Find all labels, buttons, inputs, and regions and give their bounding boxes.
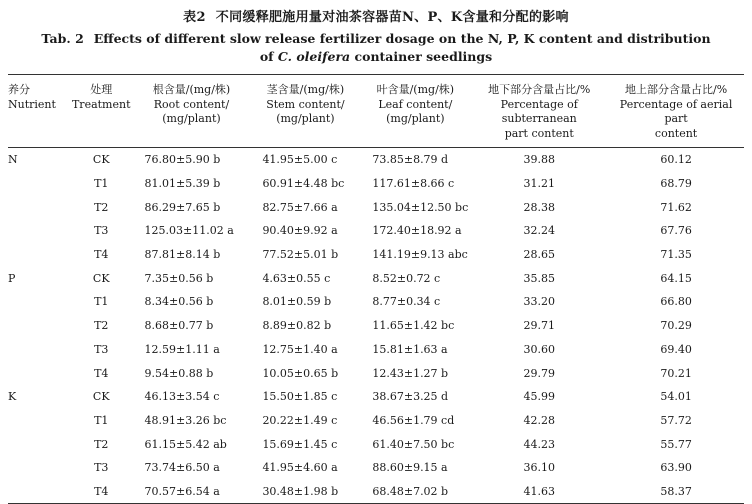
cell-root-text: 86.29±7.65 b (144, 200, 221, 214)
cell-treatment-text: T3 (94, 224, 109, 238)
table-row (8, 385, 744, 409)
cell-nutrient (8, 219, 70, 243)
table-number-cn: 表2 (183, 10, 206, 25)
cell-treatment-text: T2 (94, 437, 109, 451)
cell-root (133, 195, 251, 219)
cell-root-text: 48.91±3.26 bc (144, 413, 227, 427)
cell-leaf-text: 68.48±7.02 b (372, 484, 449, 498)
header-aer-en2: content (654, 126, 698, 140)
cell-aerial (608, 314, 744, 338)
cell-aerial-text: 54.01 (660, 390, 692, 404)
cell-subterranean (470, 290, 608, 314)
cell-stem (250, 409, 360, 433)
cell-stem-text: 15.69±1.45 c (262, 437, 338, 451)
cell-aerial-text: 68.79 (660, 177, 692, 191)
cell-subterranean-text: 32.24 (523, 224, 555, 238)
cell-subterranean (470, 314, 608, 338)
table-row (8, 314, 744, 338)
cell-treatment (70, 243, 133, 267)
header-root-en: Root content/ (153, 97, 230, 111)
cell-root-text: 8.68±0.77 b (144, 319, 214, 333)
cell-leaf-text: 12.43±1.27 b (372, 366, 449, 380)
cell-aerial (608, 385, 744, 409)
cell-aerial (608, 480, 744, 504)
cell-root (133, 219, 251, 243)
cell-stem (250, 243, 360, 267)
cell-subterranean-text: 41.63 (523, 484, 555, 498)
cell-stem-text: 15.50±1.85 c (262, 390, 338, 404)
cell-treatment-text: T2 (94, 200, 109, 214)
table-row (8, 290, 744, 314)
cell-stem-text: 60.91±4.48 bc (262, 177, 345, 191)
header-sub-en1: Percentage of subterranean (500, 97, 578, 125)
cell-treatment-text: CK (92, 153, 110, 167)
table-row (8, 361, 744, 385)
cell-stem (250, 338, 360, 362)
cell-aerial-text: 55.77 (660, 437, 692, 451)
cell-leaf (360, 243, 470, 267)
cell-aerial (608, 266, 744, 290)
cell-root (133, 148, 251, 172)
cell-subterranean (470, 338, 608, 362)
cell-subterranean-text: 30.60 (523, 342, 555, 356)
table-row (8, 456, 744, 480)
cell-leaf-text: 8.77±0.34 c (372, 295, 441, 309)
cell-root (133, 314, 251, 338)
cell-subterranean (470, 456, 608, 480)
cell-subterranean (470, 385, 608, 409)
cell-root (133, 290, 251, 314)
header-leaf-cn: 叶含量/(mg/株) (376, 83, 455, 96)
cell-treatment-text: T2 (94, 319, 109, 333)
cell-leaf (360, 219, 470, 243)
cell-nutrient (8, 432, 70, 456)
cell-aerial (608, 219, 744, 243)
cell-leaf-text: 11.65±1.42 bc (372, 319, 455, 333)
cell-stem-text: 41.95±4.60 a (262, 461, 338, 475)
cell-subterranean-text: 39.88 (523, 153, 555, 167)
cell-treatment (70, 409, 133, 433)
cell-root (133, 432, 251, 456)
cell-stem-text: 82.75±7.66 a (262, 200, 338, 214)
header-nutrient-cn: 养分 (8, 83, 30, 96)
cell-root (133, 338, 251, 362)
header-row (8, 75, 744, 148)
table-row (8, 338, 744, 362)
cell-nutrient-text: P (8, 271, 16, 285)
cell-leaf-text: 61.40±7.50 bc (372, 437, 455, 451)
table-row (8, 480, 744, 504)
cell-leaf (360, 148, 470, 172)
header-nutrient (8, 75, 70, 148)
cell-aerial (608, 172, 744, 196)
cell-stem-text: 41.95±5.00 c (262, 153, 338, 167)
cell-subterranean (470, 243, 608, 267)
cell-subterranean (470, 195, 608, 219)
header-treatment-cn: 处理 (90, 83, 113, 96)
table-row (8, 219, 744, 243)
cell-treatment (70, 456, 133, 480)
cell-root-text: 70.57±6.54 a (144, 484, 220, 498)
cell-aerial (608, 290, 744, 314)
cell-treatment (70, 219, 133, 243)
cell-nutrient-text: N (8, 153, 18, 167)
header-root-cn: 根含量/(mg/株) (152, 83, 231, 96)
cell-aerial (608, 195, 744, 219)
cell-aerial-text: 57.72 (660, 413, 692, 427)
cell-subterranean-text: 44.23 (523, 437, 555, 451)
cell-aerial (608, 409, 744, 433)
cell-subterranean (470, 266, 608, 290)
species-name: C. oleifera (277, 49, 351, 64)
table-row (8, 409, 744, 433)
cell-treatment-text: T1 (94, 177, 109, 191)
cell-leaf (360, 314, 470, 338)
cell-aerial-text: 71.62 (660, 200, 692, 214)
cell-root-text: 12.59±1.11 a (144, 342, 220, 356)
cell-leaf-text: 46.56±1.79 cd (372, 413, 455, 427)
cell-stem-text: 8.89±0.82 b (262, 319, 332, 333)
cell-leaf-text: 73.85±8.79 d (372, 153, 449, 167)
header-stem-en: Stem content/ (266, 97, 345, 111)
cell-leaf-text: 88.60±9.15 a (372, 461, 448, 475)
data-table (8, 74, 744, 504)
cell-aerial-text: 64.15 (660, 271, 692, 285)
header-treatment-en: Treatment (71, 97, 131, 111)
cell-nutrient (8, 385, 70, 409)
cell-aerial-text: 70.29 (660, 319, 692, 333)
cell-stem-text: 30.48±1.98 b (262, 484, 339, 498)
cell-root (133, 243, 251, 267)
header-root (133, 75, 251, 148)
cell-leaf-text: 15.81±1.63 a (372, 342, 448, 356)
header-leaf-unit: (mg/plant) (386, 112, 445, 125)
cell-subterranean (470, 480, 608, 504)
cell-subterranean-text: 28.65 (523, 248, 555, 262)
cell-root-text: 9.54±0.88 b (144, 366, 214, 380)
cell-stem (250, 456, 360, 480)
cell-leaf (360, 266, 470, 290)
cell-treatment (70, 314, 133, 338)
cell-treatment-text: T3 (94, 342, 109, 356)
cell-subterranean-text: 33.20 (523, 295, 555, 309)
cell-nutrient (8, 172, 70, 196)
table-row (8, 243, 744, 267)
cell-root-text: 125.03±11.02 a (144, 224, 234, 238)
cell-leaf-text: 117.61±8.66 c (372, 177, 455, 191)
header-aer-en1: Percentage of aerial part (619, 97, 733, 125)
cell-leaf (360, 409, 470, 433)
cell-stem-text: 90.40±9.92 a (262, 224, 338, 238)
cell-nutrient (8, 243, 70, 267)
cell-aerial (608, 243, 744, 267)
cell-nutrient-text: K (8, 390, 17, 404)
cell-treatment-text: T4 (94, 484, 109, 498)
cell-treatment-text: CK (92, 390, 110, 404)
cell-root-text: 73.74±6.50 a (144, 461, 220, 475)
cell-treatment (70, 338, 133, 362)
cell-aerial-text: 66.80 (660, 295, 692, 309)
cell-stem (250, 361, 360, 385)
cell-treatment-text: T3 (94, 461, 109, 475)
header-leaf-en: Leaf content/ (378, 97, 453, 111)
cell-stem (250, 314, 360, 338)
cell-leaf (360, 195, 470, 219)
cell-treatment (70, 195, 133, 219)
cell-nutrient (8, 195, 70, 219)
cell-treatment (70, 266, 133, 290)
cell-root-text: 46.13±3.54 c (144, 390, 220, 404)
header-aer-cn: 地上部分含量占比/% (624, 83, 728, 96)
cell-treatment-text: T1 (94, 295, 109, 309)
cell-leaf-text: 172.40±18.92 a (372, 224, 462, 238)
cell-aerial-text: 58.37 (660, 484, 692, 498)
cell-leaf (360, 432, 470, 456)
cell-aerial (608, 432, 744, 456)
cell-treatment-text: T1 (94, 413, 109, 427)
cell-subterranean-text: 29.79 (523, 366, 555, 380)
cell-stem (250, 148, 360, 172)
header-stem (250, 75, 360, 148)
cell-root-text: 7.35±0.56 b (144, 271, 214, 285)
cell-aerial-text: 63.90 (660, 461, 692, 475)
cell-stem-text: 12.75±1.40 a (262, 342, 338, 356)
table-number-en: Tab. 2 (41, 31, 84, 46)
cell-stem-text: 20.22±1.49 c (262, 413, 338, 427)
cell-subterranean (470, 219, 608, 243)
cell-treatment (70, 172, 133, 196)
cell-stem-text: 4.63±0.55 c (262, 271, 331, 285)
cell-nutrient (8, 409, 70, 433)
cell-aerial-text: 60.12 (660, 153, 692, 167)
table-title-en (0, 30, 752, 66)
header-root-unit: (mg/plant) (162, 112, 221, 125)
cell-stem (250, 172, 360, 196)
cell-stem (250, 385, 360, 409)
table-row (8, 172, 744, 196)
cell-subterranean-text: 35.85 (523, 271, 555, 285)
cell-subterranean-text: 29.71 (523, 319, 555, 333)
cell-stem (250, 290, 360, 314)
cell-root (133, 172, 251, 196)
cell-aerial-text: 69.40 (660, 342, 692, 356)
cell-nutrient (8, 266, 70, 290)
header-sub-cn: 地下部分含量占比/% (488, 83, 591, 96)
table-title-cn (0, 0, 752, 25)
header-sub-en2: part content (504, 126, 574, 140)
cell-root (133, 409, 251, 433)
cell-root (133, 361, 251, 385)
header-stem-unit: (mg/plant) (276, 112, 335, 125)
cell-treatment (70, 290, 133, 314)
cell-subterranean (470, 409, 608, 433)
cell-treatment-text: T4 (94, 366, 109, 380)
cell-nutrient (8, 314, 70, 338)
table-title-en-post: container seedlings (350, 49, 493, 64)
cell-stem (250, 266, 360, 290)
cell-root (133, 266, 251, 290)
cell-leaf (360, 290, 470, 314)
cell-leaf (360, 480, 470, 504)
cell-nutrient (8, 290, 70, 314)
cell-stem-text: 77.52±5.01 b (262, 248, 339, 262)
header-treatment (70, 75, 133, 148)
cell-treatment-text: CK (92, 271, 110, 285)
cell-leaf-text: 8.52±0.72 c (372, 271, 441, 285)
cell-stem-text: 10.05±0.65 b (262, 366, 339, 380)
cell-stem (250, 480, 360, 504)
cell-aerial (608, 148, 744, 172)
cell-subterranean (470, 361, 608, 385)
cell-subterranean-text: 36.10 (523, 461, 555, 475)
cell-subterranean-text: 28.38 (523, 200, 555, 214)
cell-root-text: 87.81±8.14 b (144, 248, 221, 262)
cell-treatment (70, 480, 133, 504)
cell-root-text: 81.01±5.39 b (144, 177, 221, 191)
cell-stem (250, 219, 360, 243)
cell-root-text: 76.80±5.90 b (144, 153, 221, 167)
cell-subterranean (470, 148, 608, 172)
cell-leaf-text: 141.19±9.13 abc (372, 248, 468, 262)
header-nutrient-en: Nutrient (8, 97, 56, 111)
cell-treatment (70, 148, 133, 172)
table-title-en-pre: Effects of different slow release fertilizer dosage on the N, P, K content and distribution of (93, 31, 711, 64)
cell-treatment (70, 432, 133, 456)
cell-root-text: 61.15±5.42 ab (144, 437, 227, 451)
cell-nutrient (8, 480, 70, 504)
table-row (8, 195, 744, 219)
cell-leaf-text: 135.04±12.50 bc (372, 200, 469, 214)
cell-treatment (70, 361, 133, 385)
cell-root (133, 385, 251, 409)
table-row (8, 148, 744, 172)
cell-aerial (608, 456, 744, 480)
cell-leaf-text: 38.67±3.25 d (372, 390, 449, 404)
table-row (8, 432, 744, 456)
header-stem-cn: 茎含量/(mg/株) (266, 83, 345, 96)
cell-nutrient (8, 338, 70, 362)
cell-stem (250, 195, 360, 219)
cell-subterranean-text: 31.21 (523, 177, 555, 191)
cell-leaf (360, 456, 470, 480)
cell-leaf (360, 172, 470, 196)
cell-treatment (70, 385, 133, 409)
cell-stem (250, 432, 360, 456)
header-leaf (360, 75, 470, 148)
cell-aerial (608, 361, 744, 385)
cell-subterranean-text: 42.28 (523, 413, 555, 427)
cell-nutrient (8, 456, 70, 480)
cell-nutrient (8, 361, 70, 385)
cell-nutrient (8, 148, 70, 172)
cell-stem-text: 8.01±0.59 b (262, 295, 332, 309)
cell-aerial-text: 67.76 (660, 224, 692, 238)
cell-leaf (360, 385, 470, 409)
cell-subterranean-text: 45.99 (523, 390, 555, 404)
cell-aerial-text: 70.21 (660, 366, 692, 380)
cell-root (133, 480, 251, 504)
table-row (8, 266, 744, 290)
header-aerial (608, 75, 744, 148)
cell-subterranean (470, 432, 608, 456)
header-subterranean (470, 75, 608, 148)
cell-leaf (360, 338, 470, 362)
cell-treatment-text: T4 (94, 248, 109, 262)
cell-leaf (360, 361, 470, 385)
cell-root-text: 8.34±0.56 b (144, 295, 214, 309)
cell-aerial (608, 338, 744, 362)
cell-subterranean (470, 172, 608, 196)
cell-aerial-text: 71.35 (660, 248, 692, 262)
cell-root (133, 456, 251, 480)
table-title-cn-text: 不同缓释肥施用量对油茶容器苗N、P、K含量和分配的影响 (215, 10, 569, 25)
